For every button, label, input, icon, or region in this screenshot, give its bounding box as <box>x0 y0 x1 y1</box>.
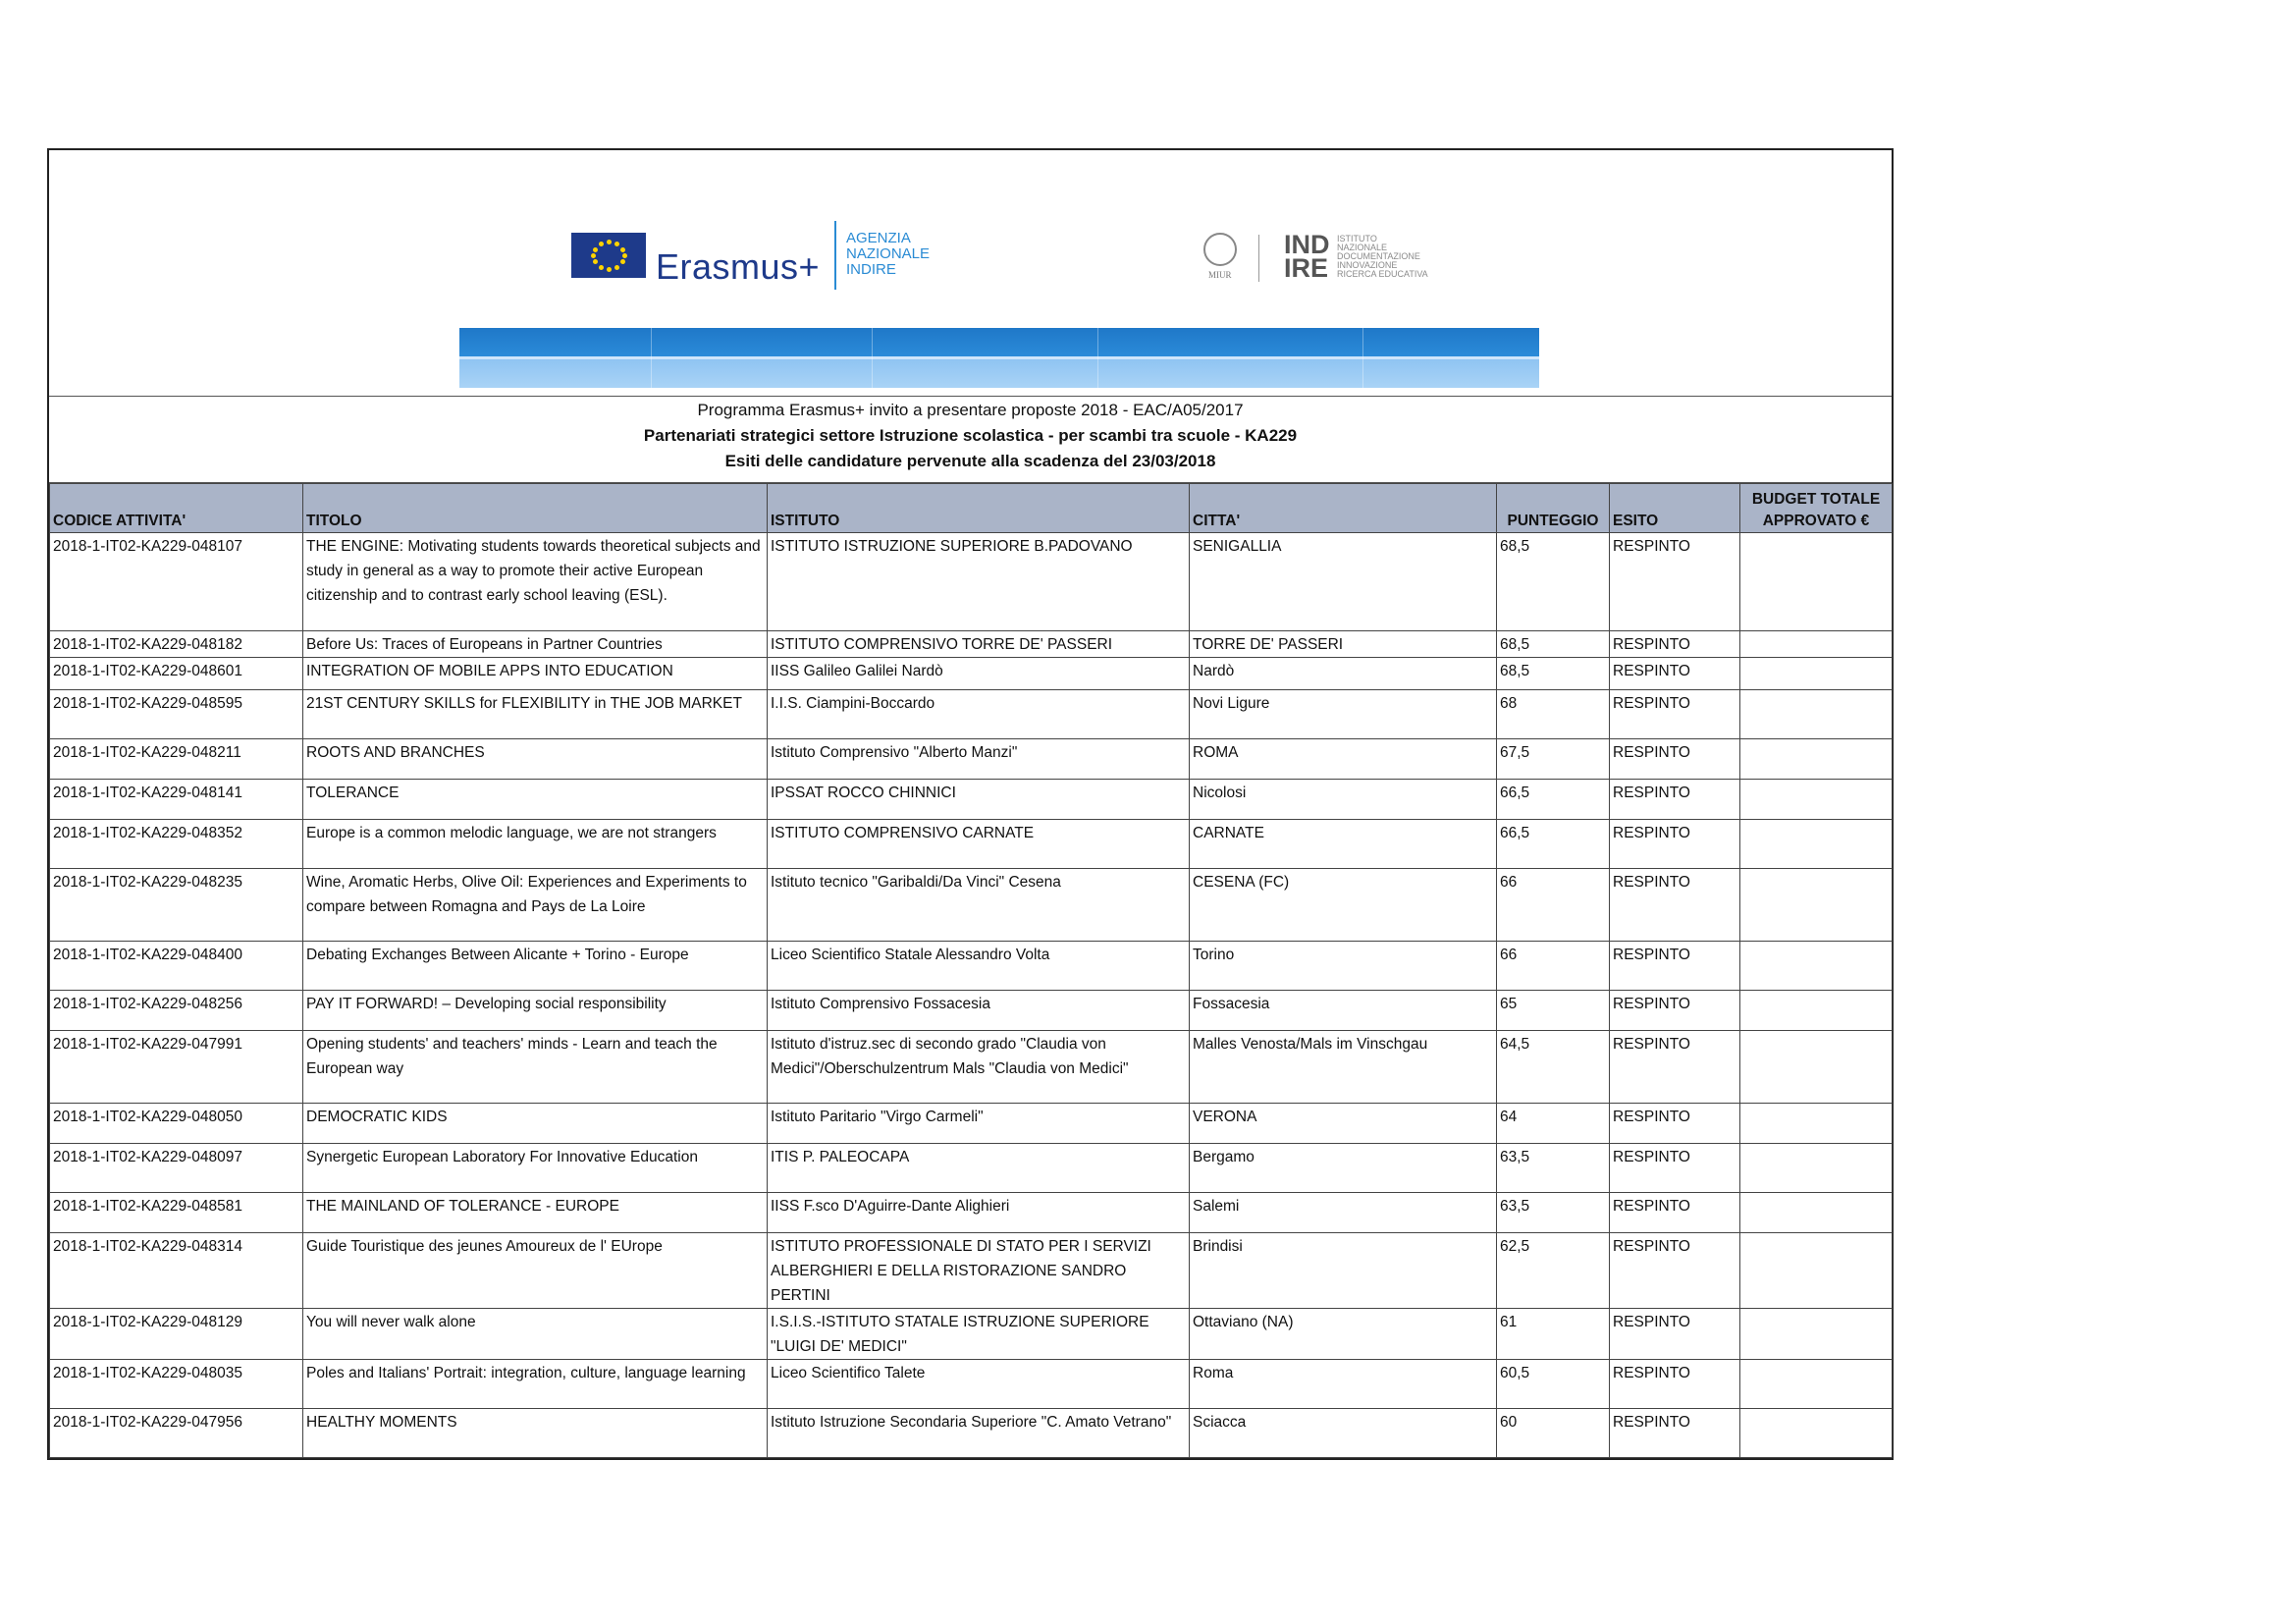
cell-outcome: RESPINTO <box>1610 1360 1740 1409</box>
header-banner <box>49 150 1892 397</box>
cell-budget <box>1740 991 1893 1031</box>
results-subtitle: Esiti delle candidature pervenute alla scadenza del 23/03/2018 <box>724 452 1216 470</box>
table-body <box>50 533 1893 1458</box>
cell-title: THE MAINLAND OF TOLERANCE - EUROPE <box>303 1193 768 1233</box>
cell-city: CESENA (FC) <box>1190 869 1497 942</box>
action-subtitle: Partenariati strategici settore Istruzione scolastica - per scambi tra scuole - KA229 <box>643 426 1298 445</box>
column-header-title: TITOLO <box>303 484 768 533</box>
cell-city: Torino <box>1190 942 1497 991</box>
cell-budget <box>1740 1409 1893 1458</box>
cell-institute: IISS F.sco D'Aguirre-Dante Alighieri <box>768 1193 1190 1233</box>
cell-city: Novi Ligure <box>1190 690 1497 739</box>
cell-score: 63,5 <box>1497 1144 1610 1193</box>
logo-separator <box>1258 235 1259 282</box>
cell-budget <box>1740 942 1893 991</box>
cell-score: 60 <box>1497 1409 1610 1458</box>
cell-city: Brindisi <box>1190 1233 1497 1309</box>
table-row <box>50 658 1893 690</box>
document-headings <box>49 397 1892 483</box>
cell-institute: Istituto d'istruz.sec di secondo grado "Claudia von Medici"/Oberschulzentrum Mals "Claudia von Medici" <box>768 1031 1190 1104</box>
table-row <box>50 1409 1893 1458</box>
cell-title: Wine, Aromatic Herbs, Olive Oil: Experiences and Experiments to compare between Romagna and Pays de La Loire <box>303 869 768 942</box>
cell-outcome: RESPINTO <box>1610 780 1740 820</box>
cell-code: 2018-1-IT02-KA229-048581 <box>50 1193 303 1233</box>
cell-outcome: RESPINTO <box>1610 1144 1740 1193</box>
cell-title: Before Us: Traces of Europeans in Partner Countries <box>303 631 768 658</box>
column-header-score: PUNTEGGIO <box>1497 484 1610 533</box>
cell-budget <box>1740 631 1893 658</box>
cell-title: DEMOCRATIC KIDS <box>303 1104 768 1144</box>
cell-institute: ITIS P. PALEOCAPA <box>768 1144 1190 1193</box>
cell-city: CARNATE <box>1190 820 1497 869</box>
erasmus-logo-text: Erasmus+ <box>656 246 821 287</box>
cell-score: 68 <box>1497 690 1610 739</box>
indire-logo-caption: ISTITUTO NAZIONALE DOCUMENTAZIONE INNOVAZIONE RICERCA EDUCATIVA <box>1337 234 1428 279</box>
cell-title: ROOTS AND BRANCHES <box>303 739 768 780</box>
cell-budget <box>1740 1360 1893 1409</box>
table-row <box>50 942 1893 991</box>
cell-city: Nicolosi <box>1190 780 1497 820</box>
table-row <box>50 1031 1893 1104</box>
decorative-stripe <box>459 328 1539 388</box>
cell-score: 64 <box>1497 1104 1610 1144</box>
column-header-institute: ISTITUTO <box>768 484 1190 533</box>
cell-institute: Liceo Scientifico Talete <box>768 1360 1190 1409</box>
cell-outcome: RESPINTO <box>1610 1309 1740 1360</box>
cell-budget <box>1740 690 1893 739</box>
cell-title: INTEGRATION OF MOBILE APPS INTO EDUCATION <box>303 658 768 690</box>
cell-city: VERONA <box>1190 1104 1497 1144</box>
cell-code: 2018-1-IT02-KA229-048352 <box>50 820 303 869</box>
cell-score: 67,5 <box>1497 739 1610 780</box>
cell-institute: IPSSAT ROCCO CHINNICI <box>768 780 1190 820</box>
cell-score: 68,5 <box>1497 533 1610 631</box>
cell-outcome: RESPINTO <box>1610 869 1740 942</box>
cell-score: 61 <box>1497 1309 1610 1360</box>
cell-outcome: RESPINTO <box>1610 991 1740 1031</box>
cell-code: 2018-1-IT02-KA229-048035 <box>50 1360 303 1409</box>
table-row <box>50 1360 1893 1409</box>
cell-outcome: RESPINTO <box>1610 1031 1740 1104</box>
miur-label: MIUR <box>1208 270 1232 280</box>
table-row <box>50 869 1893 942</box>
cell-institute: Liceo Scientifico Statale Alessandro Volta <box>768 942 1190 991</box>
cell-title: Synergetic European Laboratory For Innovative Education <box>303 1144 768 1193</box>
table-row <box>50 991 1893 1031</box>
cell-title: HEALTHY MOMENTS <box>303 1409 768 1458</box>
cell-score: 60,5 <box>1497 1360 1610 1409</box>
cell-code: 2018-1-IT02-KA229-048097 <box>50 1144 303 1193</box>
cell-title: 21ST CENTURY SKILLS for FLEXIBILITY in THE JOB MARKET <box>303 690 768 739</box>
column-header-outcome: ESITO <box>1610 484 1740 533</box>
table-header-row <box>50 484 1893 533</box>
cell-code: 2018-1-IT02-KA229-047991 <box>50 1031 303 1104</box>
cell-title: Debating Exchanges Between Alicante + Torino - Europe <box>303 942 768 991</box>
cell-institute: Istituto Comprensivo "Alberto Manzi" <box>768 739 1190 780</box>
cell-outcome: RESPINTO <box>1610 1193 1740 1233</box>
table-row <box>50 533 1893 631</box>
cell-code: 2018-1-IT02-KA229-048400 <box>50 942 303 991</box>
cell-budget <box>1740 1144 1893 1193</box>
cell-score: 66 <box>1497 869 1610 942</box>
cell-title: Poles and Italians' Portrait: integration, culture, language learning <box>303 1360 768 1409</box>
cell-outcome: RESPINTO <box>1610 631 1740 658</box>
cell-budget <box>1740 1031 1893 1104</box>
cell-title: Opening students' and teachers' minds - Learn and teach the European way <box>303 1031 768 1104</box>
results-table <box>49 483 1893 1458</box>
cell-budget <box>1740 820 1893 869</box>
table-row <box>50 631 1893 658</box>
table-row <box>50 739 1893 780</box>
cell-score: 63,5 <box>1497 1193 1610 1233</box>
cell-code: 2018-1-IT02-KA229-048141 <box>50 780 303 820</box>
cell-institute: Istituto tecnico "Garibaldi/Da Vinci" Cesena <box>768 869 1190 942</box>
cell-institute: ISTITUTO ISTRUZIONE SUPERIORE B.PADOVANO <box>768 533 1190 631</box>
programme-title: Programma Erasmus+ invito a presentare proposte 2018 - EAC/A05/2017 <box>697 401 1244 419</box>
cell-city: Ottaviano (NA) <box>1190 1309 1497 1360</box>
cell-institute: ISTITUTO PROFESSIONALE DI STATO PER I SERVIZI ALBERGHIERI E DELLA RISTORAZIONE SANDRO PERTINI <box>768 1233 1190 1309</box>
cell-score: 62,5 <box>1497 1233 1610 1309</box>
cell-budget <box>1740 1104 1893 1144</box>
cell-score: 66,5 <box>1497 820 1610 869</box>
cell-city: Nardò <box>1190 658 1497 690</box>
cell-outcome: RESPINTO <box>1610 1104 1740 1144</box>
cell-institute: IISS Galileo Galilei Nardò <box>768 658 1190 690</box>
cell-budget <box>1740 1193 1893 1233</box>
cell-city: SENIGALLIA <box>1190 533 1497 631</box>
cell-city: Malles Venosta/Mals im Vinschgau <box>1190 1031 1497 1104</box>
cell-institute: Istituto Comprensivo Fossacesia <box>768 991 1190 1031</box>
cell-outcome: RESPINTO <box>1610 1409 1740 1458</box>
cell-title: THE ENGINE: Motivating students towards theoretical subjects and study in general as a way to promote their active European citizenship and to contrast early school leaving (ESL). <box>303 533 768 631</box>
cell-outcome: RESPINTO <box>1610 658 1740 690</box>
cell-budget <box>1740 869 1893 942</box>
indire-logo: IND IRE <box>1284 230 1330 283</box>
table-row <box>50 1193 1893 1233</box>
cell-institute: I.S.I.S.-ISTITUTO STATALE ISTRUZIONE SUPERIORE "LUIGI DE' MEDICI" <box>768 1309 1190 1360</box>
cell-city: Roma <box>1190 1360 1497 1409</box>
table-row <box>50 1104 1893 1144</box>
column-header-city: CITTA' <box>1190 484 1497 533</box>
cell-score: 68,5 <box>1497 658 1610 690</box>
cell-budget <box>1740 658 1893 690</box>
cell-institute: I.I.S. Ciampini-Boccardo <box>768 690 1190 739</box>
cell-code: 2018-1-IT02-KA229-048050 <box>50 1104 303 1144</box>
cell-code: 2018-1-IT02-KA229-048211 <box>50 739 303 780</box>
cell-city: ROMA <box>1190 739 1497 780</box>
cell-city: Sciacca <box>1190 1409 1497 1458</box>
cell-score: 65 <box>1497 991 1610 1031</box>
cell-city: Salemi <box>1190 1193 1497 1233</box>
cell-title: Guide Touristique des jeunes Amoureux de l' EUrope <box>303 1233 768 1309</box>
cell-budget <box>1740 533 1893 631</box>
cell-budget <box>1740 780 1893 820</box>
cell-code: 2018-1-IT02-KA229-048256 <box>50 991 303 1031</box>
cell-outcome: RESPINTO <box>1610 1233 1740 1309</box>
cell-code: 2018-1-IT02-KA229-048601 <box>50 658 303 690</box>
table-row <box>50 820 1893 869</box>
table-row <box>50 780 1893 820</box>
cell-score: 68,5 <box>1497 631 1610 658</box>
table-row <box>50 1233 1893 1309</box>
cell-city: Bergamo <box>1190 1144 1497 1193</box>
cell-title: TOLERANCE <box>303 780 768 820</box>
cell-outcome: RESPINTO <box>1610 533 1740 631</box>
cell-code: 2018-1-IT02-KA229-048107 <box>50 533 303 631</box>
column-header-code: CODICE ATTIVITA' <box>50 484 303 533</box>
cell-outcome: RESPINTO <box>1610 690 1740 739</box>
cell-institute: ISTITUTO COMPRENSIVO CARNATE <box>768 820 1190 869</box>
table-row <box>50 1309 1893 1360</box>
results-document <box>47 148 1894 1460</box>
cell-budget <box>1740 1233 1893 1309</box>
cell-budget <box>1740 739 1893 780</box>
cell-title: You will never walk alone <box>303 1309 768 1360</box>
table-row <box>50 1144 1893 1193</box>
column-header-budget: BUDGET TOTALE APPROVATO € <box>1740 484 1893 533</box>
cell-score: 66,5 <box>1497 780 1610 820</box>
cell-institute: Istituto Paritario "Virgo Carmeli" <box>768 1104 1190 1144</box>
cell-budget <box>1740 1309 1893 1360</box>
cell-outcome: RESPINTO <box>1610 820 1740 869</box>
cell-institute: Istituto Istruzione Secondaria Superiore "C. Amato Vetrano" <box>768 1409 1190 1458</box>
cell-city: TORRE DE' PASSERI <box>1190 631 1497 658</box>
cell-outcome: RESPINTO <box>1610 942 1740 991</box>
cell-outcome: RESPINTO <box>1610 739 1740 780</box>
cell-code: 2018-1-IT02-KA229-048595 <box>50 690 303 739</box>
cell-city: Fossacesia <box>1190 991 1497 1031</box>
cell-title: Europe is a common melodic language, we are not strangers <box>303 820 768 869</box>
cell-institute: ISTITUTO COMPRENSIVO TORRE DE' PASSERI <box>768 631 1190 658</box>
cell-code: 2018-1-IT02-KA229-048129 <box>50 1309 303 1360</box>
logo-divider <box>834 221 836 290</box>
cell-score: 66 <box>1497 942 1610 991</box>
cell-code: 2018-1-IT02-KA229-048182 <box>50 631 303 658</box>
eu-flag-icon <box>571 233 646 278</box>
cell-code: 2018-1-IT02-KA229-048314 <box>50 1233 303 1309</box>
cell-score: 64,5 <box>1497 1031 1610 1104</box>
cell-code: 2018-1-IT02-KA229-048235 <box>50 869 303 942</box>
agency-label: AGENZIA NAZIONALE INDIRE <box>846 230 931 278</box>
cell-code: 2018-1-IT02-KA229-047956 <box>50 1409 303 1458</box>
table-row <box>50 690 1893 739</box>
miur-emblem-icon <box>1203 233 1237 266</box>
cell-title: PAY IT FORWARD! – Developing social responsibility <box>303 991 768 1031</box>
